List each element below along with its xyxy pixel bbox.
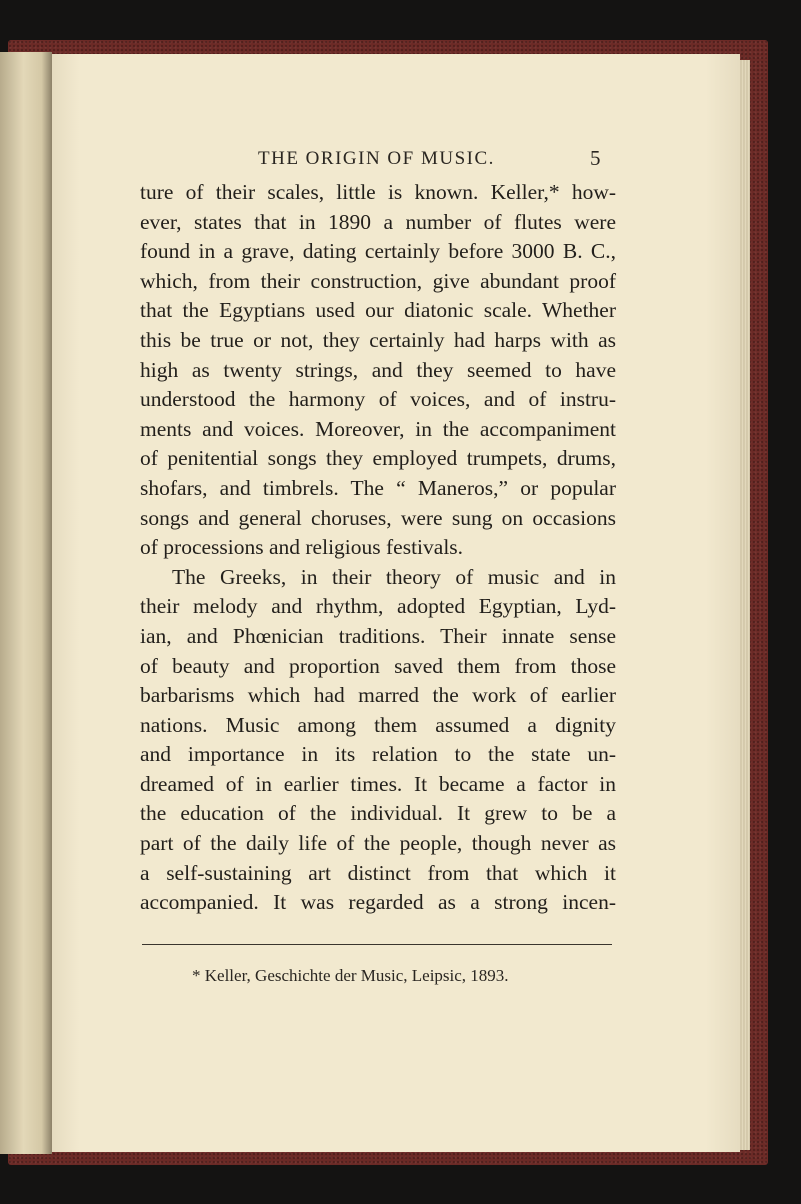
text-line: barbarisms which had marred the work of earlier (140, 683, 616, 708)
text-line: which, from their construction, give abundant proof (140, 268, 616, 293)
text-line: part of the daily life of the people, though never as (140, 831, 616, 856)
text-line: accompanied. It was regarded as a strong incen- (140, 890, 616, 915)
body-text (140, 178, 616, 918)
text-line: of processions and religious festivals. (140, 535, 464, 560)
text-line: this be true or not, they certainly had harps with as (140, 327, 616, 352)
text-line: ture of their scales, little is known. Keller,* how- (140, 180, 616, 204)
text-line: understood the harmony of voices, and of instru- (140, 387, 616, 412)
text-line: that the Egyptians used our diatonic scale. Whether (140, 298, 616, 323)
text-line: their melody and rhythm, adopted Egyptian, Lyd- (140, 594, 616, 619)
text-line: ever, states that in 1890 a number of flutes were (140, 209, 616, 234)
page-number: 5 (590, 146, 601, 170)
left-page-edge (0, 52, 52, 1154)
text-line: songs and general choruses, were sung on occasions (140, 505, 616, 530)
text-line: the education of the individual. It grew to be a (140, 801, 616, 826)
text-line: of beauty and proportion saved them from those (140, 653, 616, 678)
text-line: The Greeks, in their theory of music and in (172, 564, 616, 589)
text-line: dreamed of in earlier times. It became a factor in (140, 771, 616, 796)
text-line: a self-sustaining art distinct from that which it (140, 860, 616, 885)
running-title: THE ORIGIN OF MUSIC. (258, 148, 495, 169)
text-line: shofars, and timbrels. The “ Maneros,” or popular (140, 475, 616, 500)
text-line: of penitential songs they employed trumpets, drums, (140, 446, 616, 471)
text-line: found in a grave, dating certainly before 3000 B. C., (140, 239, 616, 264)
text-line: ian, and Phœnician traditions. Their innate sense (140, 623, 616, 648)
footnote: * Keller, Geschichte der Music, Leipsic, 1893. (192, 966, 509, 985)
text-line: high as twenty strings, and they seemed to have (140, 357, 616, 382)
text-line: nations. Music among them assumed a dignity (140, 712, 616, 737)
text-line: and importance in its relation to the state un- (140, 742, 616, 767)
text-line: ments and voices. Moreover, in the accompaniment (140, 416, 616, 441)
footnote-rule (142, 944, 612, 945)
